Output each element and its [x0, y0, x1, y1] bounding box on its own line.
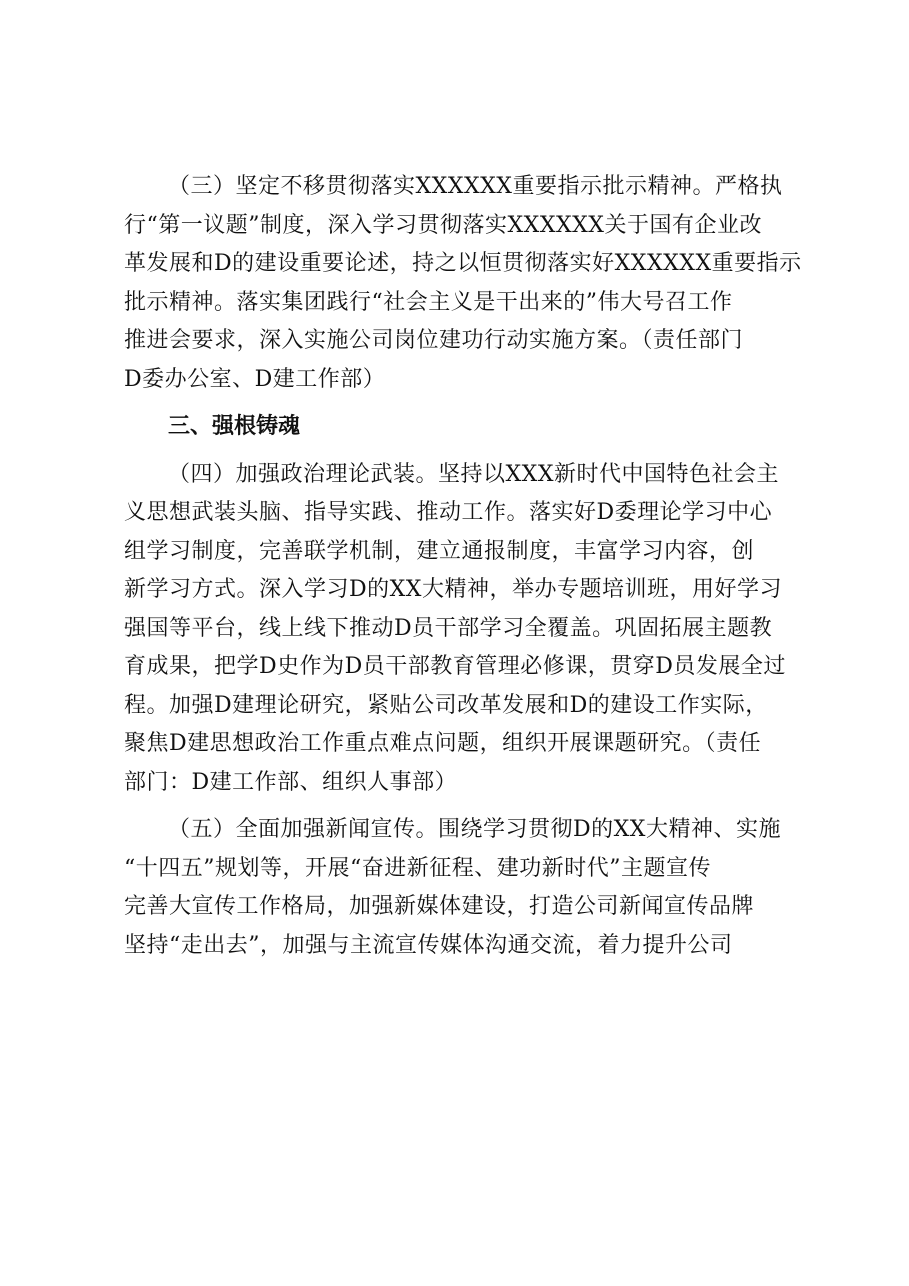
paragraph-5-line: 坚持“走出去”，加强与主流宣传媒体沟通交流，着力提升公司: [124, 932, 733, 958]
paragraph-4-line: 义思想武装头脑、指导实践、推动工作。落实好D委理论学习中心: [124, 500, 773, 525]
paragraph-3-line: 革发展和D的建设重要论述，持之以恒贯彻落实好XXXXXX重要指示: [124, 251, 802, 276]
paragraph-4-line: （四）加强政治理论武装。坚持以XXX新时代中国特色社会主: [168, 461, 779, 487]
paragraph-3-line: 推进会要求，深入实施公司岗位建功行动实施方案。（责任部门: [124, 328, 744, 353]
paragraph-5-line: 完善大宣传工作格局，加强新媒体建设，打造公司新闻宣传品牌: [124, 894, 755, 919]
paragraph-5: [124, 811, 824, 965]
paragraph-3-line: 行“第一议题”制度，深入学习贯彻落实XXXXXX关于国有企业改: [124, 212, 762, 238]
paragraph-3: [124, 168, 824, 399]
paragraph-3-line: （三）坚定不移贯彻落实XXXXXX重要指示批示精神。严格执: [168, 174, 783, 199]
paragraph-4-line: 部门：D建工作部、组织人事部）: [124, 769, 458, 795]
section-heading: 三、强根铸魂: [168, 414, 301, 439]
paragraph-4-line: 育成果，把学D史作为D员干部教育管理必修课，贯穿D员发展全过: [124, 654, 786, 679]
paragraph-5-line: （五）全面加强新闻宣传。围绕学习贯彻D的XX大精神、实施: [168, 817, 781, 842]
paragraph-5-line: “十四五”规划等，开展“奋进新征程、建功新时代”主题宣传: [124, 855, 711, 881]
paragraph-4-line: 新学习方式。深入学习D的XX大精神，举办专题培训班，用好学习: [124, 577, 782, 602]
paragraph-4: [124, 456, 824, 803]
paragraph-4-line: 聚焦D建思想政治工作重点难点问题，组织开展课题研究。（责任: [124, 731, 762, 756]
paragraph-4-line: 程。加强D建理论研究，紧贴公司改革发展和D的建设工作实际，: [124, 692, 768, 718]
document-body: [124, 168, 824, 965]
paragraph-3-line: D委办公室、D建工作部）: [124, 366, 386, 392]
paragraph-4-line: 组学习制度，完善联学机制，建立通报制度，丰富学习内容，创: [124, 538, 755, 564]
paragraph-3-line: 批示精神。落实集团践行“社会主义是干出来的”伟大号召工作: [124, 289, 733, 315]
paragraph-4-line: 强国等平台，线上线下推动D员干部学习全覆盖。巩固拓展主题教: [124, 615, 773, 641]
